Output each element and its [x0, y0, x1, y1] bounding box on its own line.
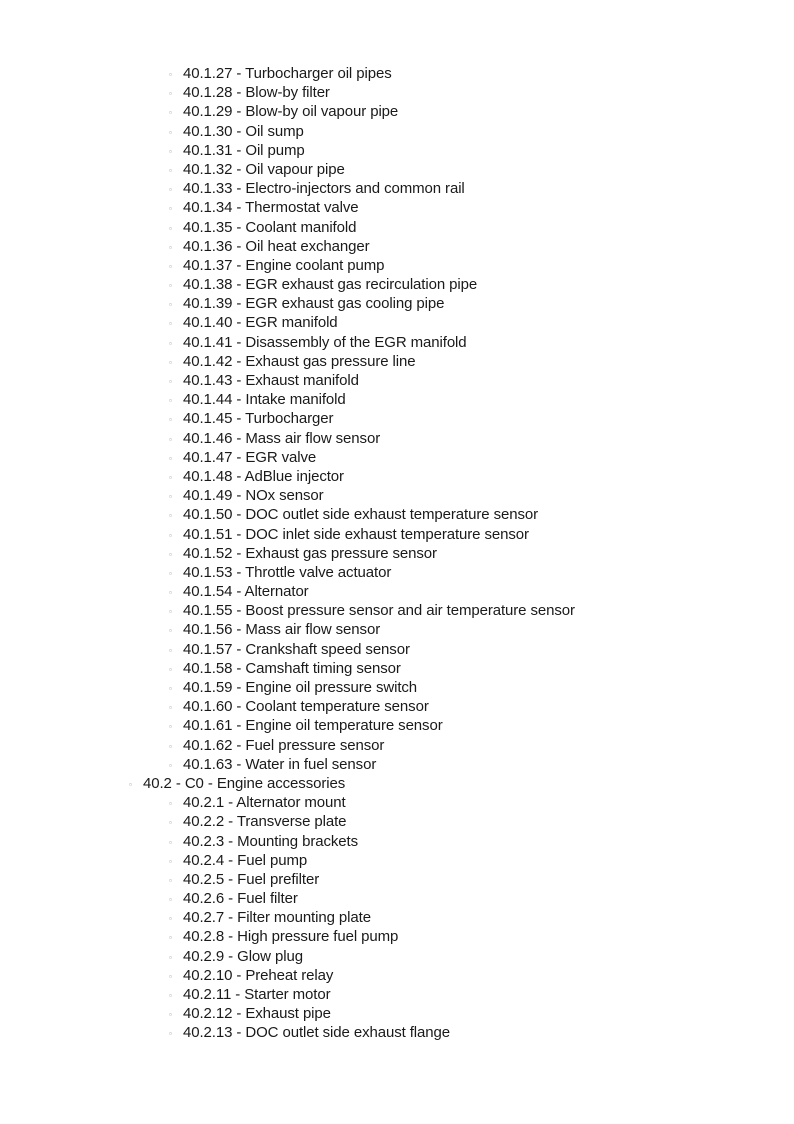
list-bullet-icon: ▫ — [169, 319, 172, 329]
list-bullet-icon: ▫ — [169, 300, 172, 310]
toc-item-label: 40.1.43 - Exhaust manifold — [183, 372, 359, 389]
toc-subsection-item[interactable] — [0, 160, 794, 179]
list-bullet-icon: ▫ — [169, 933, 172, 943]
toc-item-label: 40.2.5 - Fuel prefilter — [183, 870, 320, 888]
list-bullet-icon: ▫ — [169, 396, 172, 406]
list-bullet-icon: ▫ — [169, 357, 172, 367]
toc-subsection-item[interactable] — [0, 313, 794, 332]
toc-subsection-item[interactable] — [0, 659, 794, 678]
toc-subsection-item[interactable] — [0, 889, 794, 908]
toc-item-label: 40.1.57 - Crankshaft speed sensor — [183, 640, 410, 658]
toc-item-label: 40.2.8 - High pressure fuel pump — [183, 928, 399, 946]
list-bullet-icon: ▫ — [169, 434, 172, 444]
toc-item-label: 40.1.46 - Mass air flow sensor — [183, 429, 381, 447]
toc-item-label: 40.1.53 - Throttle valve actuator — [183, 563, 392, 581]
toc-subsection-item[interactable] — [0, 966, 794, 985]
toc-item-label: 40.2.9 - Glow plug — [183, 947, 303, 965]
list-bullet-icon: ▫ — [169, 664, 172, 674]
list-bullet-icon: ▫ — [169, 242, 172, 252]
toc-subsection-item[interactable] — [0, 736, 794, 755]
toc-subsection-item[interactable] — [0, 179, 794, 198]
toc-subsection-item[interactable] — [0, 851, 794, 870]
toc-subsection-item[interactable] — [0, 122, 794, 141]
list-bullet-icon: ▫ — [169, 127, 172, 137]
list-bullet-icon: ▫ — [169, 799, 172, 809]
toc-item-label: 40.1.59 - Engine oil pressure switch — [183, 679, 418, 696]
toc-item-label: 40.2.6 - Fuel filter — [183, 890, 298, 908]
toc-subsection-item[interactable] — [0, 352, 794, 371]
toc-item-label: 40.1.48 - AdBlue injector — [183, 467, 344, 485]
toc-item-label: 40.1.62 - Fuel pressure sensor — [183, 736, 385, 754]
list-bullet-icon: ▫ — [169, 722, 172, 732]
list-bullet-icon: ▫ — [169, 415, 172, 425]
list-bullet-icon: ▫ — [169, 952, 172, 962]
list-bullet-icon: ▫ — [169, 1010, 172, 1020]
toc-item-label: 40.1.52 - Exhaust gas pressure sensor — [183, 544, 437, 562]
toc-subsection-item[interactable] — [0, 198, 794, 217]
list-bullet-icon: ▫ — [169, 914, 172, 924]
toc-subsection-item[interactable] — [0, 716, 794, 735]
list-bullet-icon: ▫ — [169, 645, 172, 655]
toc-item-label: 40.1.41 - Disassembly of the EGR manifold — [183, 333, 467, 351]
toc-item-label: 40.1.31 - Oil pump — [183, 141, 305, 159]
list-bullet-icon: ▫ — [169, 568, 172, 578]
list-bullet-icon: ▫ — [169, 146, 172, 156]
toc-item-label: 40.1.51 - DOC inlet side exhaust temperature sensor — [183, 525, 529, 543]
toc-item-label: 40.1.60 - Coolant temperature sensor — [183, 698, 429, 716]
toc-subsection-item[interactable] — [0, 832, 794, 851]
toc-item-label: 40.2.3 - Mounting brackets — [183, 832, 358, 850]
toc-subsection-item[interactable] — [0, 390, 794, 409]
toc-item-label: 40.1.45 - Turbocharger — [183, 410, 334, 428]
toc-item-label: 40.2.12 - Exhaust pipe — [183, 1005, 331, 1023]
toc-subsection-item[interactable] — [0, 678, 794, 697]
list-bullet-icon: ▫ — [169, 204, 172, 214]
list-bullet-icon: ▫ — [169, 837, 172, 847]
toc-item-label: 40.1.32 - Oil vapour pipe — [183, 160, 345, 178]
toc-item-label: 40.1.36 - Oil heat exchanger — [183, 237, 370, 255]
toc-item-label: 40.2.11 - Starter motor — [183, 986, 331, 1003]
toc-item-label: 40.1.47 - EGR valve — [183, 448, 317, 466]
list-bullet-icon: ▫ — [169, 165, 172, 175]
toc-item-label: 40.1.27 - Turbocharger oil pipes — [183, 65, 392, 82]
toc-item-label: 40.2.1 - Alternator mount — [183, 794, 346, 812]
list-bullet-icon: ▫ — [169, 261, 172, 271]
table-of-contents-list — [0, 64, 794, 1043]
list-bullet-icon: ▫ — [169, 530, 172, 540]
toc-item-label: 40.2.2 - Transverse plate — [183, 813, 347, 831]
list-bullet-icon: ▫ — [169, 549, 172, 559]
toc-subsection-item[interactable] — [0, 256, 794, 275]
toc-subsection-item[interactable] — [0, 620, 794, 639]
toc-subsection-item[interactable] — [0, 429, 794, 448]
toc-subsection-item[interactable] — [0, 83, 794, 102]
toc-subsection-item[interactable] — [0, 409, 794, 428]
toc-item-label: 40.1.54 - Alternator — [183, 583, 309, 601]
document-page — [0, 64, 794, 1043]
toc-subsection-item[interactable] — [0, 601, 794, 620]
toc-item-label: 40.1.58 - Camshaft timing sensor — [183, 659, 401, 677]
toc-subsection-item[interactable] — [0, 544, 794, 563]
list-bullet-icon: ▫ — [169, 108, 172, 118]
toc-item-label: 40.1.30 - Oil sump — [183, 122, 304, 140]
toc-item-label: 40.1.42 - Exhaust gas pressure line — [183, 352, 416, 370]
toc-subsection-item[interactable] — [0, 102, 794, 121]
list-bullet-icon: ▫ — [169, 971, 172, 981]
toc-subsection-item[interactable] — [0, 870, 794, 889]
toc-item-label: 40.1.50 - DOC outlet side exhaust temperature sensor — [183, 506, 538, 524]
toc-item-label: 40.1.49 - NOx sensor — [183, 487, 324, 505]
toc-subsection-item[interactable] — [0, 141, 794, 160]
list-bullet-icon: ▫ — [169, 991, 172, 1000]
toc-subsection-item[interactable] — [0, 505, 794, 524]
list-bullet-icon: ▫ — [169, 684, 172, 693]
list-bullet-icon: ▫ — [169, 818, 172, 828]
toc-subsection-item[interactable] — [0, 908, 794, 927]
toc-subsection-item[interactable] — [0, 947, 794, 966]
list-bullet-icon: ▫ — [169, 70, 172, 79]
list-bullet-icon: ▫ — [169, 626, 172, 636]
list-bullet-icon: ▫ — [169, 511, 172, 521]
toc-subsection-item[interactable] — [0, 927, 794, 946]
toc-subsection-item[interactable] — [0, 563, 794, 582]
toc-subsection-item[interactable] — [0, 467, 794, 486]
list-bullet-icon: ▫ — [169, 703, 172, 713]
toc-item-label: 40.1.29 - Blow-by oil vapour pipe — [183, 103, 399, 121]
toc-subsection-item[interactable] — [0, 1004, 794, 1023]
toc-subsection-item[interactable] — [0, 237, 794, 256]
toc-item-label: 40.1.35 - Coolant manifold — [183, 218, 357, 236]
list-bullet-icon: ▫ — [169, 607, 172, 617]
toc-subsection-item[interactable] — [0, 333, 794, 352]
list-bullet-icon: ▫ — [169, 875, 172, 885]
toc-subsection-item[interactable] — [0, 697, 794, 716]
toc-item-label: 40.2.4 - Fuel pump — [183, 851, 308, 869]
toc-subsection-item[interactable] — [0, 275, 794, 294]
toc-item-label: 40.1.37 - Engine coolant pump — [183, 256, 385, 274]
toc-item-label: 40.1.55 - Boost pressure sensor and air temperature sensor — [183, 602, 575, 620]
list-bullet-icon: ▫ — [169, 895, 172, 905]
list-bullet-icon: ▫ — [169, 472, 172, 482]
list-bullet-icon: ▫ — [169, 492, 172, 502]
list-bullet-icon: ▫ — [169, 741, 172, 751]
toc-item-label: 40.2.10 - Preheat relay — [183, 966, 334, 984]
toc-item-label: 40.2 - C0 - Engine accessories — [143, 774, 346, 792]
list-bullet-icon: ▫ — [169, 89, 172, 99]
list-bullet-icon: ▫ — [169, 185, 172, 195]
toc-item-label: 40.1.61 - Engine oil temperature sensor — [183, 717, 443, 735]
toc-item-label: 40.1.56 - Mass air flow sensor — [183, 621, 381, 639]
toc-subsection-item[interactable] — [0, 1023, 794, 1042]
toc-item-label: 40.1.28 - Blow-by filter — [183, 84, 330, 102]
list-bullet-icon: ▫ — [169, 1029, 172, 1039]
toc-subsection-item[interactable] — [0, 793, 794, 812]
list-bullet-icon: ▫ — [169, 281, 172, 291]
toc-subsection-item[interactable] — [0, 525, 794, 544]
toc-subsection-item[interactable] — [0, 985, 794, 1004]
toc-subsection-item[interactable] — [0, 582, 794, 601]
list-bullet-icon: ▫ — [169, 760, 172, 770]
toc-item-label: 40.2.7 - Filter mounting plate — [183, 909, 371, 927]
toc-item-label: 40.2.13 - DOC outlet side exhaust flange — [183, 1024, 450, 1042]
toc-subsection-item[interactable] — [0, 64, 794, 83]
list-bullet-icon: ▫ — [169, 377, 172, 386]
toc-subsection-item[interactable] — [0, 448, 794, 467]
toc-subsection-item[interactable] — [0, 294, 794, 313]
toc-subsection-item[interactable] — [0, 812, 794, 831]
toc-section-item[interactable] — [0, 774, 794, 793]
toc-subsection-item[interactable] — [0, 486, 794, 505]
toc-subsection-item[interactable] — [0, 218, 794, 237]
toc-item-label: 40.1.33 - Electro-injectors and common rail — [183, 180, 465, 198]
toc-subsection-item[interactable] — [0, 640, 794, 659]
list-bullet-icon: ▫ — [169, 338, 172, 348]
list-bullet-icon: ▫ — [169, 453, 172, 463]
toc-item-label: 40.1.34 - Thermostat valve — [183, 199, 359, 217]
toc-item-label: 40.1.39 - EGR exhaust gas cooling pipe — [183, 295, 445, 313]
toc-item-label: 40.1.38 - EGR exhaust gas recirculation pipe — [183, 276, 478, 294]
toc-item-label: 40.1.40 - EGR manifold — [183, 314, 338, 332]
list-bullet-icon: ▫ — [169, 588, 172, 598]
list-bullet-icon: ▫ — [169, 856, 172, 866]
list-bullet-icon: ▫ — [129, 779, 132, 789]
toc-item-label: 40.1.44 - Intake manifold — [183, 391, 346, 409]
toc-subsection-item[interactable] — [0, 371, 794, 390]
toc-subsection-item[interactable] — [0, 755, 794, 774]
toc-item-label: 40.1.63 - Water in fuel sensor — [183, 755, 377, 773]
list-bullet-icon: ▫ — [169, 223, 172, 233]
